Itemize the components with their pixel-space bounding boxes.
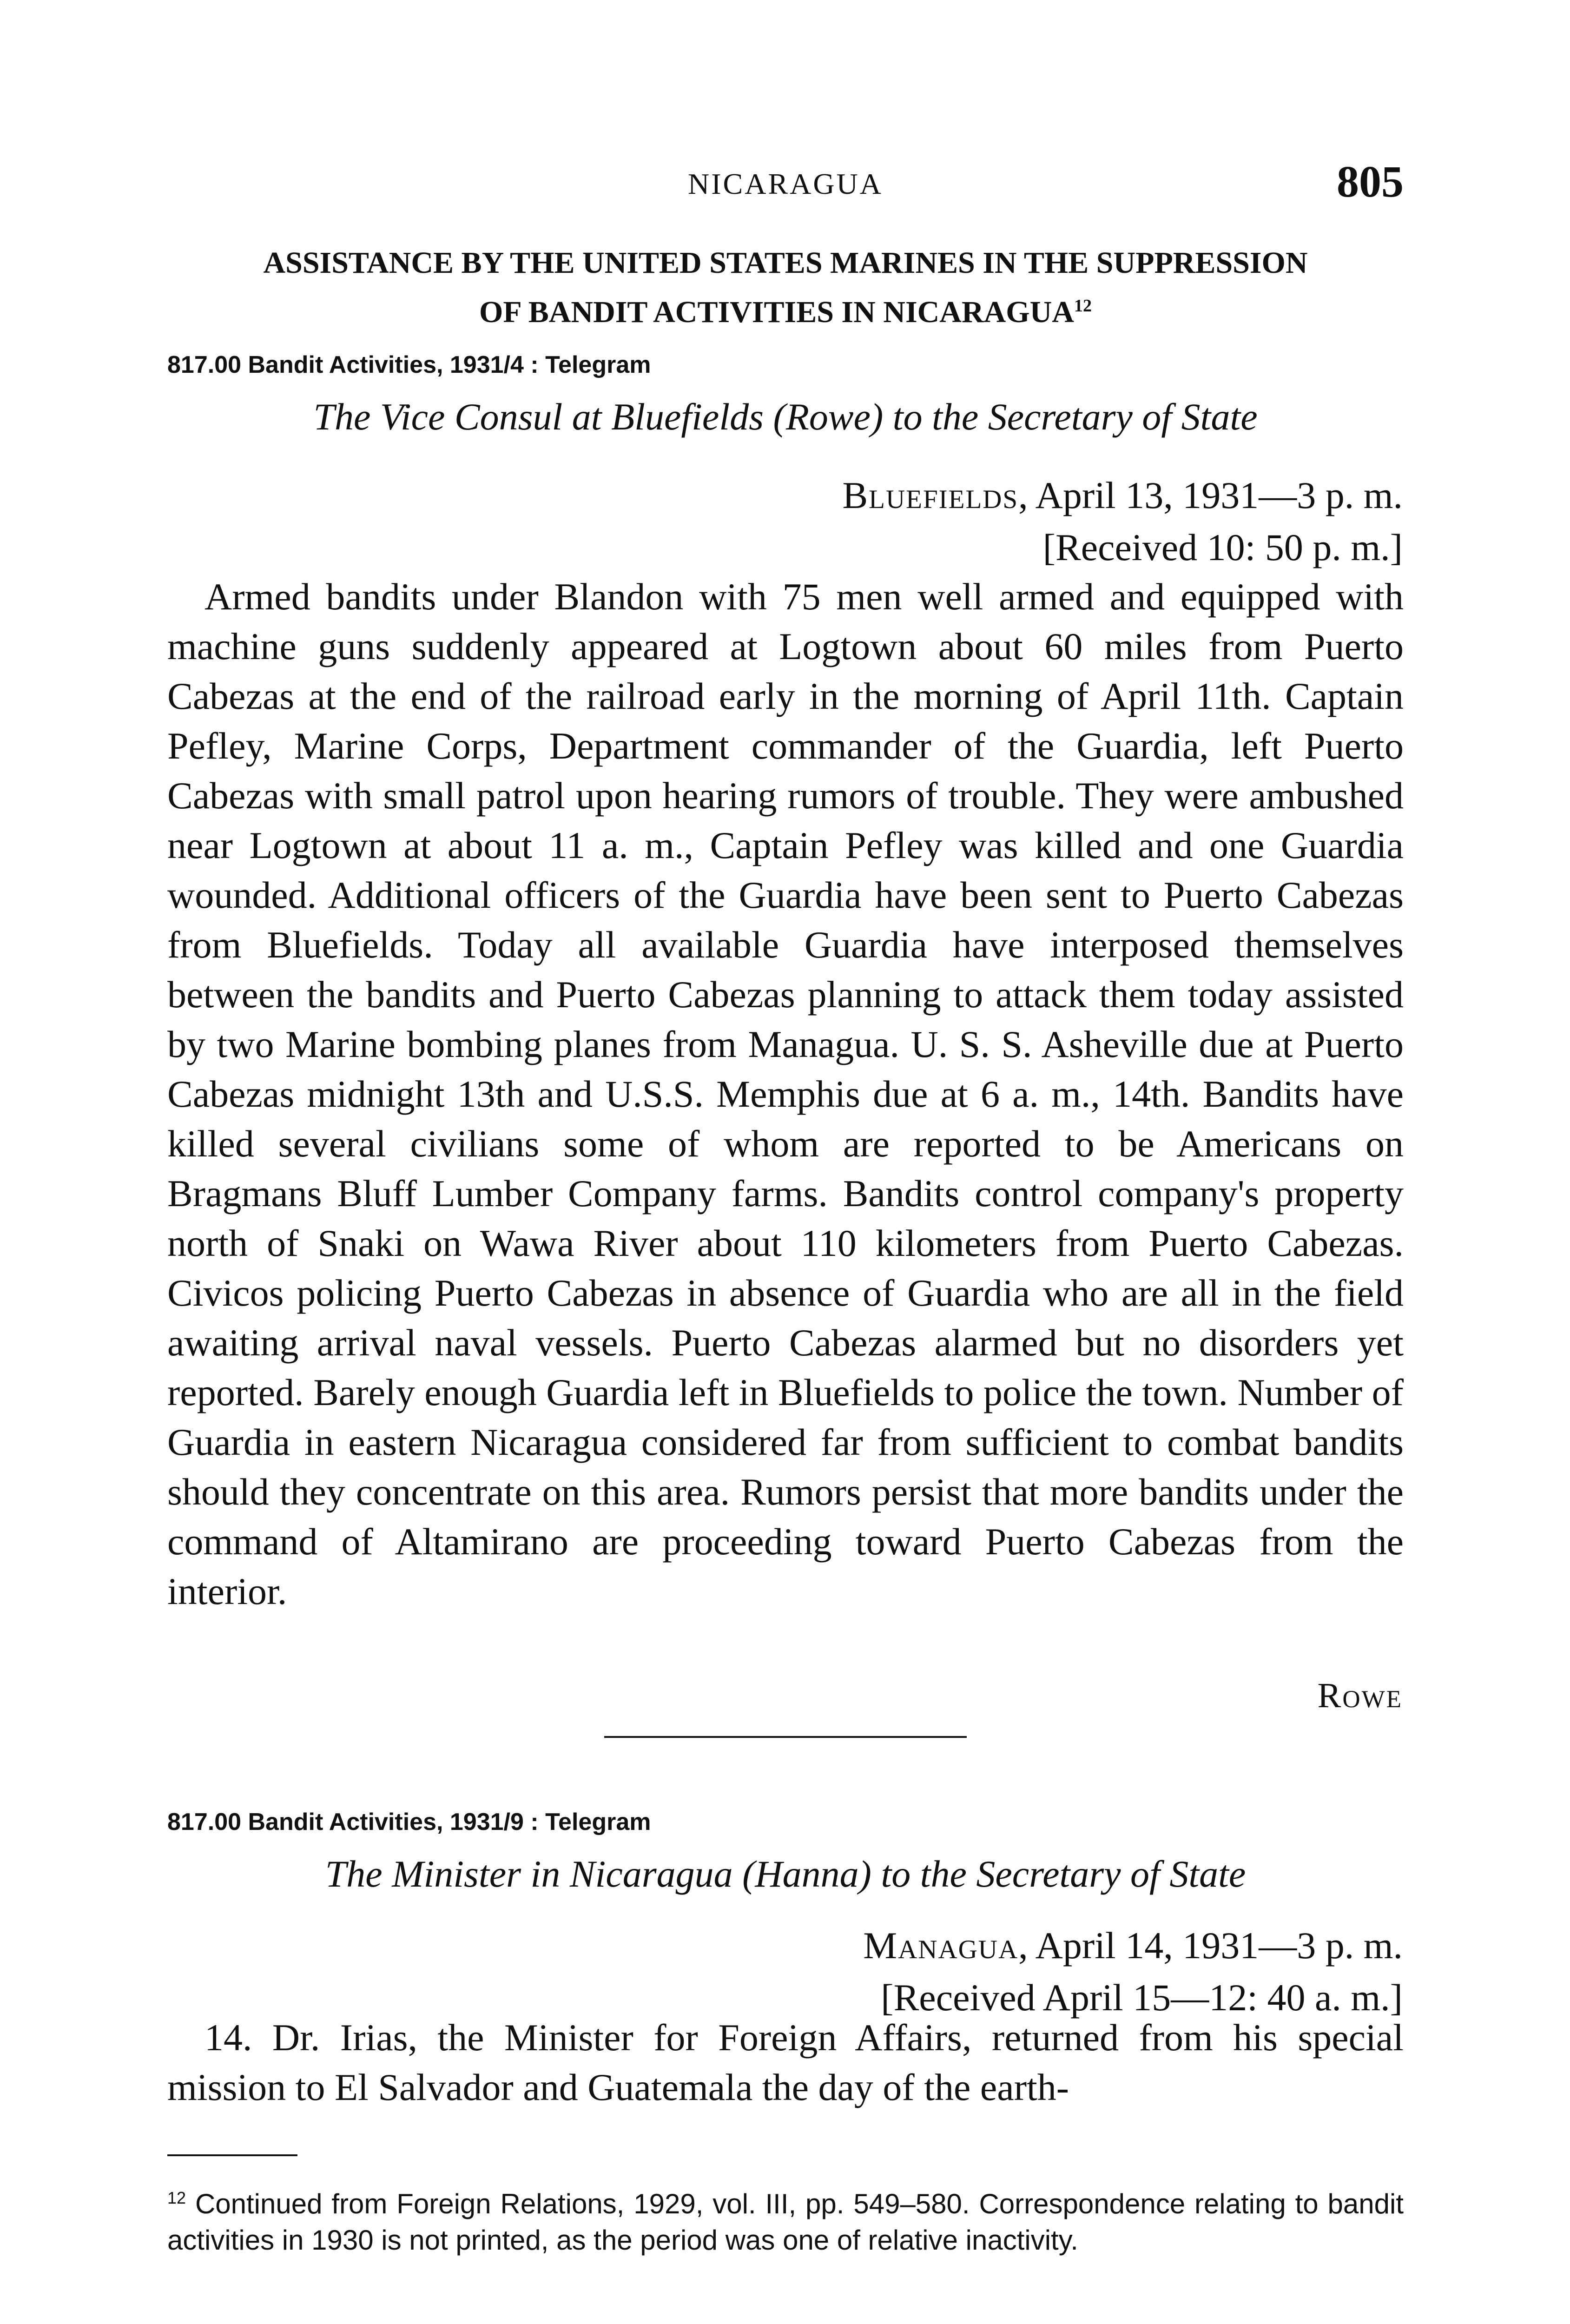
running-title: NICARAGUA [688, 167, 883, 200]
dateline-1 [790, 469, 1403, 574]
telegram-paragraph-1: Armed bandits under Blandon with 75 men well armed and equipped with machine guns suddenly appeared at Logtown about 60 miles from Puerto Cabezas at the end of the railroad early in the morning of April 11th. Captain Pefley, Marine Corps, Department commander of the Guardia, left Puerto Cabezas with small patrol upon hearing rumors of trouble. They were ambushed near Logtown at about 11 a. m., Captain Pefley was killed and one Guardia wounded. Additional officers of the Guardia have been sent to Puerto Cabezas from Bluefields. Today all available Guardia have interposed themselves between the bandits and Puerto Cabezas planning to attack them today assisted by two Marine bombing planes from Managua. U. S. S. Asheville due at Puerto Cabezas midnight 13th and U.S.S. Memphis due at 6 a. m., 14th. Bandits have killed several civilians some of whom are reported to be Americans on Bragmans Bluff Lumber Company farms. Bandits control company's property north of Snaki on Wawa River about 110 kilometers from Puerto Cabezas. Civicos policing Puerto Cabezas in absence of Guardia who are all in the field awaiting arrival naval vessels. Puerto Cabezas alarmed but no disorders yet reported. Barely enough Guardia left in Bluefields to police the town. Number of Guardia in eastern Nicaragua considered far from sufficient to combat bandits should they concentrate on this area. Rumors persist that more bandits under the command of Altamirano are proceeding toward Puerto Cabezas from the interior. [167, 575, 1404, 1612]
document-title-2: The Minister in Nicaragua (Hanna) to the Secretary of State [325, 1853, 1246, 1895]
dateline-date-1: , April 13, 1931—3 p. m. [1018, 474, 1403, 516]
dateline-place-2: Managua [863, 1924, 1019, 1967]
section-heading-line-2-text: OF BANDIT ACTIVITIES IN NICARAGUA [479, 295, 1074, 329]
section-heading-line-1: ASSISTANCE BY THE UNITED STATES MARINES IN THE SUPPRESSION [263, 246, 1308, 280]
section-separator [604, 1736, 967, 1738]
received-line-1: [Received 10: 50 p. m.] [1042, 526, 1403, 568]
telegram-body-2 [167, 2013, 1404, 2112]
running-head [167, 156, 1404, 207]
footnote-marker: 12 [167, 2188, 186, 2207]
received-line-2: [Received April 15—12: 40 a. m.] [881, 1976, 1403, 2019]
file-reference-2: 817.00 Bandit Activities, 1931/9 : Telegram [167, 1809, 651, 1835]
dateline-2 [790, 1920, 1403, 2024]
footnote-rule [167, 2154, 297, 2156]
footnote-text: Continued from Foreign Relations, 1929, vol. III, pp. 549–580. Correspondence relating to bandit activities in 1930 is not printed, as the period was one of relative inactivity. [167, 2188, 1404, 2256]
section-heading [167, 242, 1404, 334]
telegram-paragraph-2: 14. Dr. Irias, the Minister for Foreign Affairs, returned from his special mission to El Salvador and Guatemala the day of the earth- [167, 2016, 1404, 2108]
telegram-body-1 [167, 572, 1404, 1616]
footnote [167, 2180, 1404, 2258]
document-title-1: The Vice Consul at Bluefields (Rowe) to the Secretary of State [313, 396, 1258, 438]
section-heading-line-2 [167, 284, 1404, 334]
dateline-place-1: Bluefields [842, 474, 1019, 516]
section-footnote-marker: 12 [1074, 296, 1092, 316]
signature-rowe: Rowe [1317, 1676, 1403, 1715]
file-reference-1: 817.00 Bandit Activities, 1931/4 : Telegram [167, 351, 651, 378]
page-number: 805 [1337, 157, 1404, 206]
dateline-date-2: , April 14, 1931—3 p. m. [1018, 1924, 1403, 1967]
